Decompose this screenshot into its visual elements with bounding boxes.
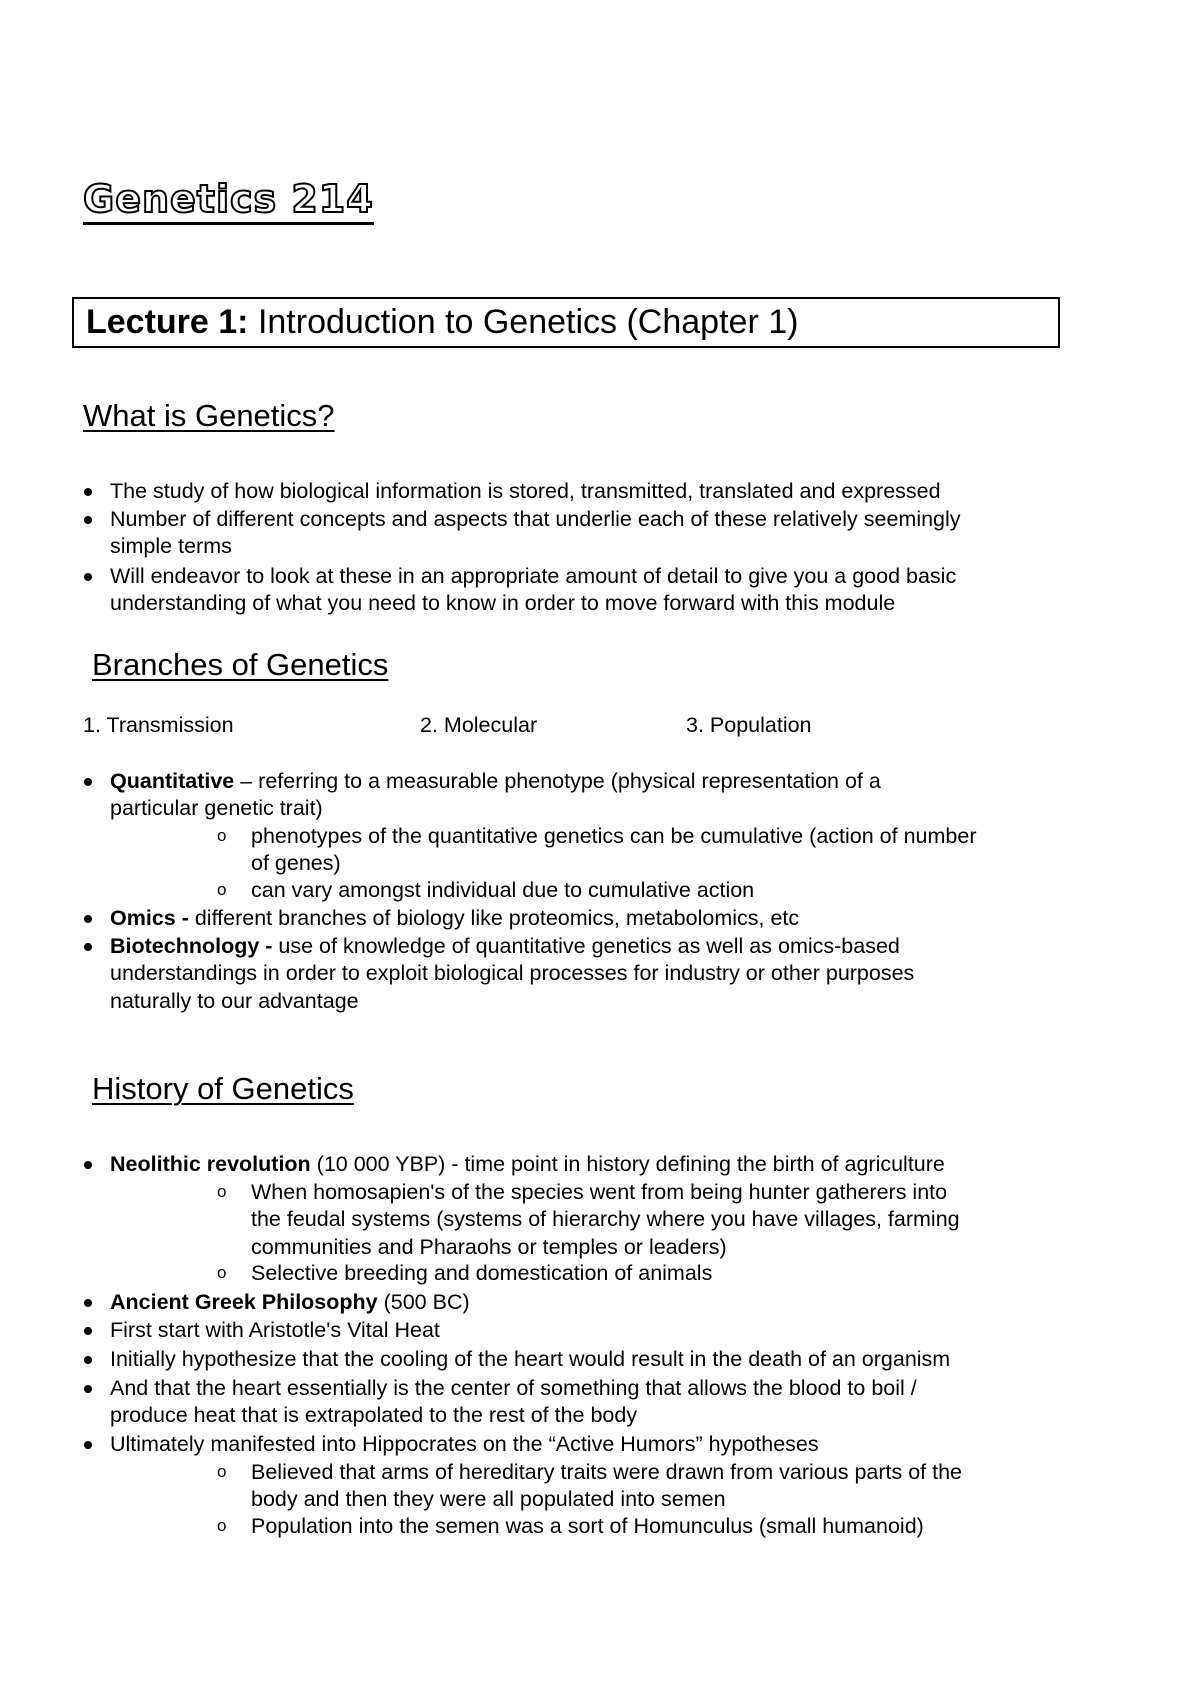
lecture-title: Introduction to Genetics (Chapter 1) xyxy=(248,303,799,341)
sub-list-item: o When homosapien's of the species went from being hunter gatherers into xyxy=(251,1182,947,1204)
definition-text: use of knowledge of quantitative genetics as well as omics-based xyxy=(272,934,900,958)
list-item-continuation: naturally to our advantage xyxy=(110,989,359,1013)
section-heading-what-is-genetics: What is Genetics? xyxy=(83,398,335,433)
definition-text: (500 BC) xyxy=(377,1290,470,1314)
list-item: Initially hypothesize that the cooling of the heart would result in the death of an organism xyxy=(110,1347,951,1371)
term-ancient-greek-philosophy: Ancient Greek Philosophy xyxy=(110,1290,378,1314)
list-item-greek-philosophy xyxy=(110,1292,470,1314)
sub-list-item: o Population into the semen was a sort of Homunculus (small humanoid) xyxy=(251,1516,924,1538)
list-item-neolithic xyxy=(110,1154,945,1176)
list-item: And that the heart essentially is the center of something that allows the blood to boil / xyxy=(110,1376,917,1400)
branch-transmission: 1. Transmission xyxy=(83,713,234,737)
sub-list-item-continuation: the feudal systems (systems of hierarchy where you have villages, farming xyxy=(251,1207,960,1231)
term-neolithic-revolution: Neolithic revolution xyxy=(110,1152,311,1176)
list-item-omics xyxy=(110,908,799,930)
section-heading-history: History of Genetics xyxy=(92,1071,354,1106)
lecture-label: Lecture 1: xyxy=(86,303,249,341)
term-omics: Omics - xyxy=(110,906,189,930)
list-item-continuation: produce heat that is extrapolated to the rest of the body xyxy=(110,1403,638,1427)
list-item-continuation: simple terms xyxy=(110,534,232,558)
sub-list-item-continuation: body and then they were all populated into semen xyxy=(251,1487,726,1511)
sub-list-item: o can vary amongst individual due to cumulative action xyxy=(251,880,754,902)
term-quantitative: Quantitative xyxy=(110,769,235,793)
list-item: Ultimately manifested into Hippocrates on the “Active Humors” hypotheses xyxy=(110,1432,819,1456)
list-item: The study of how biological information is stored, transmitted, translated and expressed xyxy=(110,479,941,503)
branch-population: 3. Population xyxy=(686,713,812,737)
list-item: Will endeavor to look at these in an appropriate amount of detail to give you a good basic xyxy=(110,564,957,588)
sub-list-item-continuation: communities and Pharaohs or temples or leaders) xyxy=(251,1235,727,1259)
definition-text: (10 000 YBP) - time point in history defining the birth of agriculture xyxy=(310,1152,945,1176)
sub-list-item: o Believed that arms of hereditary traits were drawn from various parts of the xyxy=(251,1462,962,1484)
list-item-continuation: particular genetic trait) xyxy=(110,796,323,820)
list-item: Number of different concepts and aspects that underlie each of these relatively seemingly xyxy=(110,507,961,531)
list-item: First start with Aristotle's Vital Heat xyxy=(110,1318,440,1342)
page-title: Genetics 214 xyxy=(83,180,374,225)
sub-list-item: o Selective breeding and domestication of animals xyxy=(251,1263,712,1285)
list-item-continuation: understandings in order to exploit biological processes for industry or other purposes xyxy=(110,961,915,985)
definition-text: different branches of biology like proteomics, metabolomics, etc xyxy=(188,906,800,930)
sub-list-item: o phenotypes of the quantitative genetics can be cumulative (action of number xyxy=(251,826,976,848)
term-biotechnology: Biotechnology - xyxy=(110,934,273,958)
section-heading-branches: Branches of Genetics xyxy=(92,647,389,682)
list-item-quantitative xyxy=(110,771,881,793)
definition-text: – referring to a measurable phenotype (physical representation of a xyxy=(234,769,881,793)
list-item-biotechnology xyxy=(110,936,900,958)
list-item-continuation: understanding of what you need to know in order to move forward with this module xyxy=(110,591,896,615)
sub-list-item-continuation: of genes) xyxy=(251,851,341,875)
lecture-banner xyxy=(72,297,1060,348)
branch-molecular: 2. Molecular xyxy=(420,713,538,737)
